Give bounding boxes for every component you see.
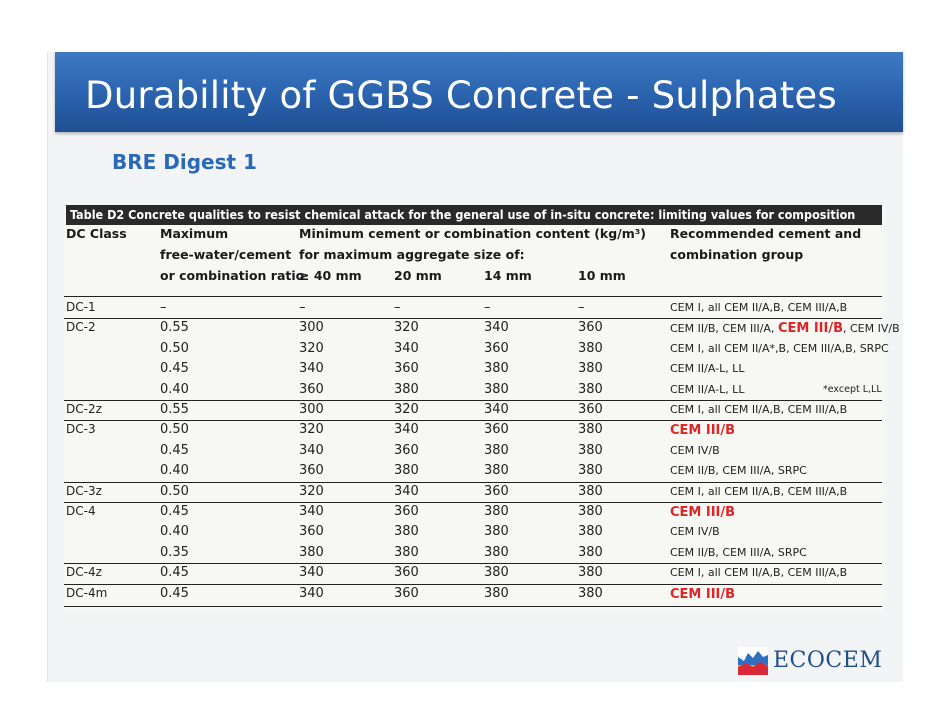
slide-subtitle: BRE Digest 1 [112,150,257,174]
cell-content-14mm: 360 [484,422,509,438]
cell-content-10mm: 380 [578,544,603,560]
cell-content-40mm: 340 [299,585,324,601]
cell-content-20mm: 340 [394,422,419,438]
cell-content-10mm: 380 [578,524,603,540]
recommended-highlight: CEM III/B [777,321,843,337]
cell-content-20mm: 380 [394,463,419,479]
cell-recommended: CEM II/B, CEM III/A, SRPC [670,545,807,559]
cell-content-10mm: 380 [578,565,603,581]
cell-content-14mm: 360 [484,483,509,499]
cell-content-40mm: 340 [299,504,324,519]
cell-recommended: CEM IV/B [670,443,720,457]
cell-content-14mm: 380 [484,524,509,540]
recommended-part: , CEM IV/B [843,322,900,336]
cell-content-14mm: 380 [484,361,509,377]
ecocem-logo-text: ECOCEM [773,648,883,673]
cell-content-10mm: 380 [578,504,603,519]
cell-content-20mm: 340 [394,483,419,499]
cell-content-20mm: 380 [394,381,419,397]
cell-recommended [670,423,735,438]
cell-ratio: – [160,300,167,315]
cell-content-40mm: 320 [299,340,324,356]
cell-ratio: 0.45 [160,442,189,458]
cell-content-14mm: 380 [484,585,509,601]
cell-content-40mm: 320 [299,422,324,438]
cell-recommended: CEM I, all CEM II/A,B, CEM III/A,B [670,301,848,314]
cell-dc-class: DC-1 [66,300,96,314]
cell-content-40mm: 360 [299,524,324,540]
cell-content-40mm: 320 [299,483,324,499]
cell-content-10mm: – [578,300,585,315]
header-content-line1: Minimum cement or combination content (kg/m³) [299,226,646,241]
header-ratio-line2: free-water/cement [160,247,292,262]
cell-recommended [670,505,735,520]
group-rule [64,502,882,503]
cell-ratio: 0.40 [160,381,189,397]
cell-dc-class: DC-3z [66,483,102,498]
header-size-10: 10 mm [578,268,626,283]
cell-content-10mm: 360 [578,402,603,417]
group-rule [64,482,882,483]
recommended-highlight: CEM III/B [670,505,736,520]
cell-content-10mm: 360 [578,320,603,336]
table-caption-bar [66,205,882,225]
cell-content-40mm: 360 [299,381,324,397]
cell-content-14mm: 340 [484,402,509,417]
table-bottom-rule [64,606,882,607]
cell-recommended: CEM II/A-L, LL [670,382,745,396]
cell-content-14mm: 360 [484,340,509,356]
cell-content-40mm: 340 [299,565,324,581]
recommended-highlight: CEM III/B [670,423,736,439]
recommended-part: CEM II/B, CEM III/A, [670,322,778,336]
cell-ratio: 0.45 [160,361,189,377]
cell-content-10mm: 380 [578,340,603,356]
cell-recommended: CEM I, all CEM II/A*,B, CEM III/A,B, SRPC [670,341,889,355]
cell-content-40mm: 300 [299,402,324,417]
cell-ratio: 0.50 [160,483,189,499]
cell-content-14mm: – [484,300,491,315]
cell-content-10mm: 380 [578,585,603,601]
header-size-14: 14 mm [484,268,532,283]
cell-recommended [670,587,735,602]
group-rule [64,318,882,319]
header-rule [64,296,882,297]
cell-content-14mm: 340 [484,320,509,336]
cell-recommended [670,321,900,336]
cell-content-10mm: 380 [578,381,603,397]
header-recommended-line2: combination group [670,247,804,262]
cell-ratio: 0.45 [160,585,189,601]
table-caption: Table D2 Concrete qualities to resist chemical attack for the general use of in-situ concrete: limiting values for composition [70,207,856,222]
title-bar [55,52,903,132]
recommended-highlight: CEM III/B [670,586,736,602]
cell-recommended: CEM II/A-L, LL [670,362,745,376]
cell-content-40mm: – [299,300,306,315]
header-recommended-line1: Recommended cement and [670,226,862,241]
group-rule [64,420,882,421]
cell-ratio: 0.35 [160,544,189,560]
cell-content-14mm: 380 [484,381,509,397]
header-content-line2: for maximum aggregate size of: [299,247,525,262]
cell-content-20mm: 360 [394,585,419,601]
group-rule [64,400,882,401]
cell-ratio: 0.40 [160,463,189,479]
cell-content-20mm: 360 [394,504,419,519]
cell-content-20mm: 340 [394,340,419,356]
cell-content-14mm: 380 [484,504,509,519]
slide-title: Durability of GGBS Concrete - Sulphates [85,74,837,117]
cell-content-40mm: 360 [299,463,324,479]
cell-content-14mm: 380 [484,442,509,458]
cell-recommended: CEM IV/B [670,525,720,539]
cell-ratio: 0.45 [160,504,189,519]
cell-ratio: 0.55 [160,320,189,336]
cell-ratio: 0.45 [160,565,189,581]
ecocem-logo-icon [738,647,768,675]
cell-dc-class: DC-4m [66,585,108,600]
cell-content-40mm: 380 [299,544,324,560]
ecocem-logo [738,647,890,675]
group-rule [64,563,882,564]
cell-content-10mm: 380 [578,483,603,499]
cell-content-40mm: 300 [299,320,324,336]
cell-content-20mm: 320 [394,402,419,417]
cell-dc-class: DC-4z [66,565,102,580]
cell-content-20mm: 360 [394,565,419,581]
header-dc-class: DC Class [66,226,127,241]
cell-content-20mm: 320 [394,320,419,336]
cell-content-10mm: 380 [578,422,603,438]
header-size-40: ≥ 40 mm [299,268,362,283]
cell-recommended: CEM I, all CEM II/A,B, CEM III/A,B [670,566,848,580]
cell-content-40mm: 340 [299,361,324,377]
cell-content-10mm: 380 [578,463,603,479]
cell-content-14mm: 380 [484,565,509,581]
cell-ratio: 0.50 [160,340,189,356]
cell-content-14mm: 380 [484,544,509,560]
cell-content-10mm: 380 [578,361,603,377]
cell-content-10mm: 380 [578,442,603,458]
cell-ratio: 0.50 [160,422,189,438]
cell-ratio: 0.55 [160,402,189,417]
cell-dc-class: DC-2 [66,320,96,335]
cell-recommended: CEM I, all CEM II/A,B, CEM III/A,B [670,403,848,416]
cell-content-20mm: 360 [394,361,419,377]
cell-dc-class: DC-2z [66,402,102,416]
cell-content-20mm: 380 [394,524,419,540]
cell-content-20mm: 360 [394,442,419,458]
header-ratio-line3: or combination ratio [160,268,305,283]
cell-dc-class: DC-3 [66,422,96,437]
cell-ratio: 0.40 [160,524,189,540]
header-size-20: 20 mm [394,268,442,283]
header-ratio-line1: Maximum [160,226,229,241]
footnote: *except L,LL [823,384,882,395]
cell-content-40mm: 340 [299,442,324,458]
cell-content-14mm: 380 [484,463,509,479]
cell-content-20mm: – [394,300,401,315]
table-image [64,203,900,613]
cell-dc-class: DC-4 [66,504,96,518]
cell-recommended: CEM I, all CEM II/A,B, CEM III/A,B [670,484,848,498]
group-rule [64,584,882,585]
cell-content-20mm: 380 [394,544,419,560]
cell-recommended: CEM II/B, CEM III/A, SRPC [670,464,807,478]
